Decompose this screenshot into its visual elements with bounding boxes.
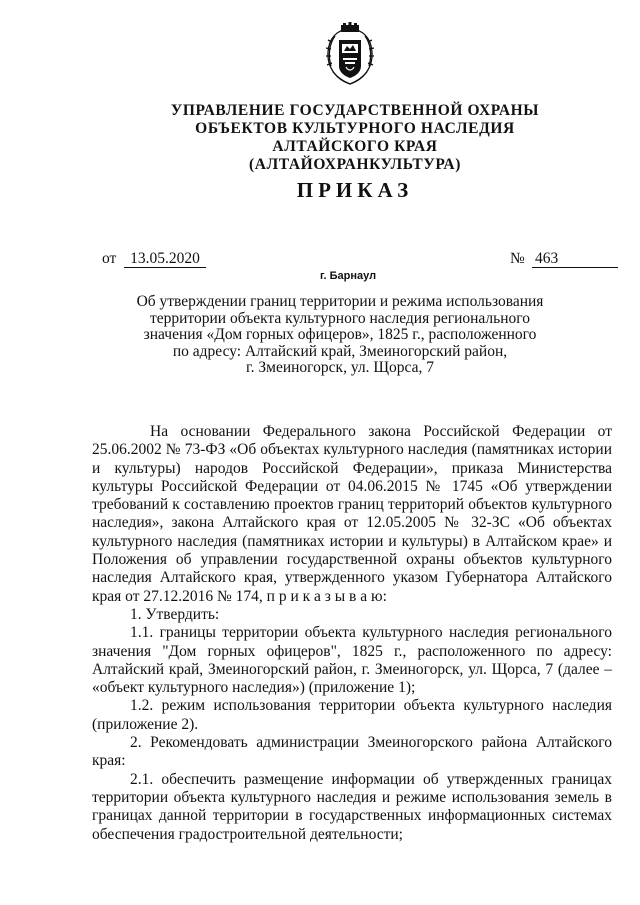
subject-line: г. Змеиногорск, ул. Щорса, 7 xyxy=(246,359,434,376)
coat-of-arms-emblem xyxy=(319,22,381,88)
document-subject xyxy=(120,294,560,377)
subject-line: по адресу: Алтайский край, Змеиногорский район, xyxy=(172,342,508,360)
document-body xyxy=(92,423,612,844)
agency-name-line-2: ОБЪЕКТОВ КУЛЬТУРНОГО НАСЛЕДИЯ xyxy=(195,120,515,137)
date-prefix: от xyxy=(102,250,117,267)
city: г. Барнаул xyxy=(320,270,377,282)
preamble-paragraph: На основании Федерального закона Российской Федерации от 25.06.2002 № 73-ФЗ «Об объектах культурного наследия (памятниках истории и культуры) народов Российской Федерации», приказа Министерства культуры Российской Федерации от 04.06.2015 № 1745 «Об утверждении требований к составлению проектов границ территорий объектов культурного наследия», закона Алтайского края от 12.05.2005 № 32-ЗС «Об объектах культурного наследия (памятниках истории и культуры) в Алтайском крае» и Положения об управлении государственной охраны объектов культурного наследия Алтайского края, утвержденного указом Губернатора Алтайского края от 27.12.2016 № 174, п р и к а з ы в а ю: xyxy=(92,423,612,605)
item-1-2: 1.2. режим использования территории объекта культурного наследия (приложение 2). xyxy=(92,697,612,733)
item-1-1: 1.1. границы территории объекта культурного наследия регионального значения "Дом горных офицеров", 1825 г., расположенного по адресу: Алтайский край, Змеиногорский район, г. Змеиногорск, ул. Щорса, 7 (далее – «объект культурного наследия») (приложение 1); xyxy=(92,624,612,697)
subject-line: территории объекта культурного наследия регионального xyxy=(149,309,531,327)
subject-line: Об утверждении границ территории и режима использования xyxy=(136,293,544,310)
item-2: 2. Рекомендовать администрации Змеиногорского района Алтайского края: xyxy=(92,734,612,770)
agency-name-line-3: АЛТАЙСКОГО КРАЯ xyxy=(272,138,438,155)
document-number: 463 xyxy=(532,250,618,268)
document-title: ПРИКАЗ xyxy=(296,178,414,202)
document-date: 13.05.2020 xyxy=(124,250,206,268)
item-2-1: 2.1. обеспечить размещение информации об утвержденных границах территории объекта культурного наследия и режиме использования земель в границах данной территории в государственных информационных системах обеспечения градостроительной деятельности; xyxy=(92,770,612,843)
agency-abbreviation: (АЛТАЙОХРАНКУЛЬТУРА) xyxy=(249,156,461,173)
agency-name-line-1: УПРАВЛЕНИЕ ГОСУДАРСТВЕННОЙ ОХРАНЫ xyxy=(170,102,540,119)
subject-line: значения «Дом горных офицеров», 1825 г., расположенного xyxy=(143,326,537,343)
number-prefix: № xyxy=(510,250,525,267)
item-1: 1. Утвердить: xyxy=(130,605,220,623)
